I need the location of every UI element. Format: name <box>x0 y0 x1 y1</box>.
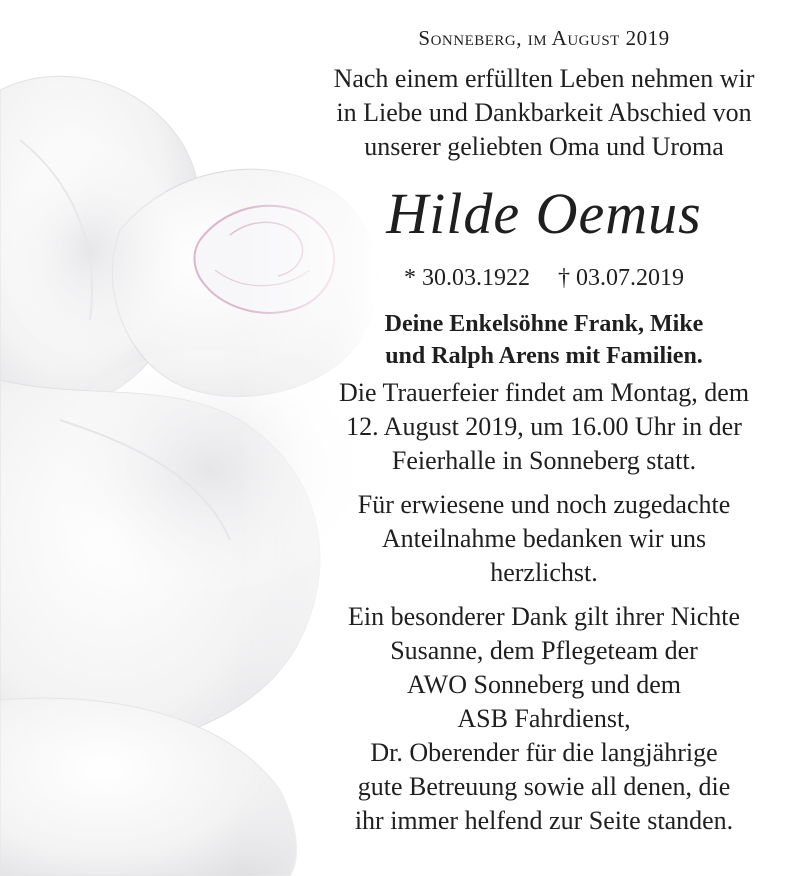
mourners-line: und Ralph Arens mit Familien. <box>385 343 703 369</box>
intro-line: Nach einem erfüllten Leben nehmen wir <box>333 64 755 93</box>
mourners <box>296 308 792 372</box>
thanks-line: Anteilnahme bedanken wir uns <box>381 524 707 553</box>
thanks-text <box>296 488 792 590</box>
funeral-line: Die Trauerfeier findet am Montag, dem <box>338 378 750 407</box>
funeral-info <box>296 376 792 478</box>
place-date: Sonneberg, im August 2019 <box>418 26 670 50</box>
life-dates <box>296 262 792 294</box>
intro-line: unserer geliebten Oma und Uroma <box>364 132 724 161</box>
thanks-line: Für erwiesene und noch zugedachte <box>357 490 731 519</box>
special-thanks-line: AWO Sonneberg und dem <box>406 670 681 699</box>
deceased-name: Hilde Oemus <box>386 181 702 246</box>
thanks-line: herzlichst. <box>490 558 598 587</box>
funeral-line: Feierhalle in Sonneberg statt. <box>391 446 697 475</box>
special-thanks-text <box>296 600 792 838</box>
special-thanks-line: Susanne, dem Pflegeteam der <box>390 636 698 665</box>
death-date: † 03.07.2019 <box>558 265 684 291</box>
special-thanks-line: ASB Fahrdienst, <box>457 704 631 733</box>
special-thanks-line: gute Betreuung sowie all denen, die <box>357 772 731 801</box>
funeral-line: 12. August 2019, um 16.00 Uhr in der <box>346 412 742 441</box>
intro-line: in Liebe und Dankbarkeit Abschied von <box>336 98 752 127</box>
birth-date: * 30.03.1922 <box>404 265 530 291</box>
special-thanks-line: ihr immer helfend zur Seite standen. <box>354 806 734 835</box>
intro-text <box>296 62 792 164</box>
special-thanks-line: Dr. Oberender für die langjährige <box>370 738 718 767</box>
mourners-line: Deine Enkelsöhne Frank, Mike <box>384 311 704 337</box>
special-thanks-line: Ein besonderer Dank gilt ihrer Nichte <box>347 602 741 631</box>
obituary-text <box>296 24 792 838</box>
